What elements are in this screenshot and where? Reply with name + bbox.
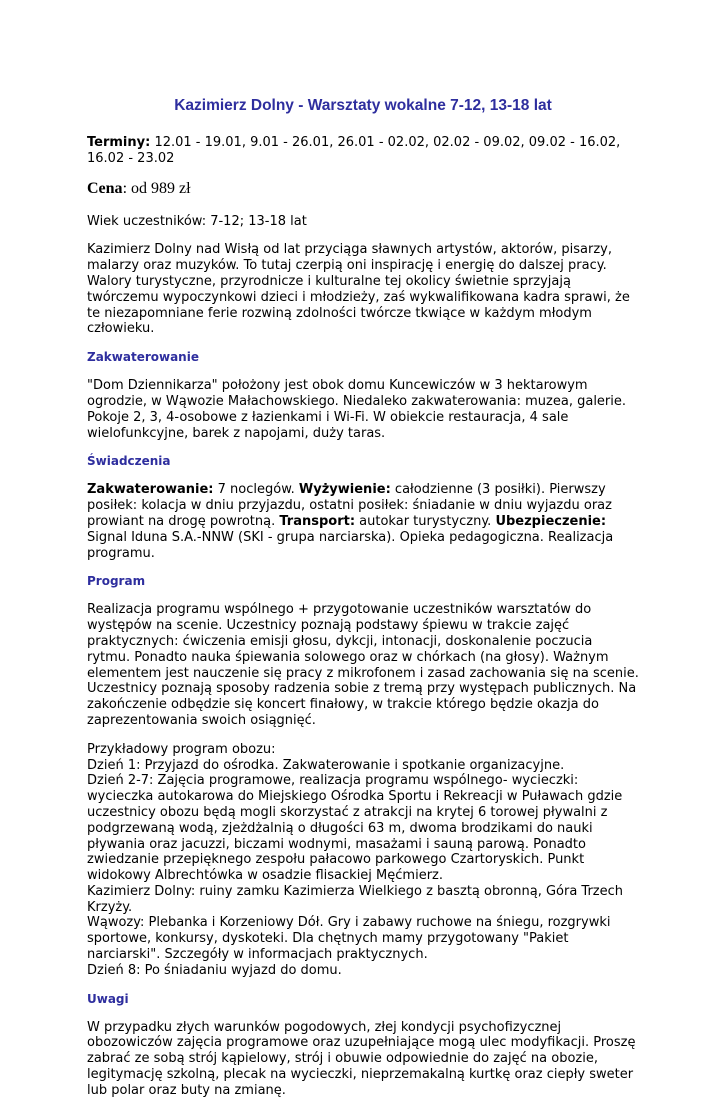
accommodation-paragraph: "Dom Dziennikarza" położony jest obok domu Kuncewiczów w 3 hektarowym ogrodzie, w Wąwozie Małachowskiego. Niedaleko zakwaterowania: muzea, galerie. Pokoje 2, 3, 4-osobowe z łazienkami i Wi-Fi. W obiekcie restauracja, 4 sale wielofunkcyjne, barek z napojami, duży taras. <box>87 378 627 441</box>
services-transport-label: Transport: <box>279 513 356 529</box>
price-value: : od 989 zł <box>122 179 191 197</box>
program-days-2-7: Dzień 2-7: Zajęcia programowe, realizacja programu wspólnego- wycieczki: wycieczka autokarowa do Miejskiego Ośrodka Sportu i Rekreacji w Puławach gdzie uczestnicy obozu będą mogli skorzystać z atrakcji na krytej 6 torowej pływalni z podgrzewaną wodą, zjeżdżalnią o długości 63 m, dwoma brodzikami do nauki pływania oraz jacuzzi, biczami wodnymi, masażami i sauną parową. Ponadto zwiedzanie przepięknego zespołu pałacowo parkowego Czartoryskich. Punkt widokowy Albrechtówka w osadzie flisackiej Męćmierz. <box>87 773 623 884</box>
program-kazimierz: Kazimierz Dolny: ruiny zamku Kazimierza Wielkiego z basztą obronną, Góra Trzech Krzyży. <box>87 883 624 915</box>
services-paragraph <box>87 482 639 561</box>
services-accommodation-text: 7 noclegów. <box>213 482 299 498</box>
terms-paragraph <box>87 135 639 167</box>
program-heading: Program <box>87 574 146 589</box>
services-insurance-label: Ubezpieczenie: <box>495 513 607 529</box>
services-insurance-text: Signal Iduna S.A.-NNW (SKI - grupa narciarska). Opieka pedagogiczna. Realizacja programu. <box>87 529 614 561</box>
services-heading: Świadczenia <box>87 454 171 469</box>
price-label: Cena <box>87 179 123 197</box>
page-title: Kazimierz Dolny - Warsztaty wokalne 7-12, 13-18 lat <box>174 97 552 114</box>
services-transport-text: autokar turystyczny. <box>355 513 496 529</box>
services-food-label: Wyżywienie: <box>298 482 391 498</box>
price-paragraph <box>87 179 639 199</box>
services-food-text: całodzienne (3 posiłki). Pierwszy posiłek: kolacja w dniu przyjazdu, ostatni posiłek: śniadanie w dniu wyjazdu oraz prowiant na drogę powrotną. <box>87 482 612 529</box>
notes-heading: Uwagi <box>87 991 129 1006</box>
program-wawozy: Wąwozy: Plebanka i Korzeniowy Dół. Gry i zabawy ruchowe na śniegu, rozgrywki sportowe, konkursy, dyskoteki. Dla chętnych mamy przygotowany "Pakiet narciarski". Szczegóły w informacjach praktycznych. <box>87 915 611 963</box>
intro-paragraph: Kazimierz Dolny nad Wisłą od lat przyciąga sławnych artystów, aktorów, pisarzy, malarzy oraz muzyków. To tutaj czerpią oni inspirację i energię do dalszej pracy. Walory turystyczne, przyrodnicze i kulturalne tej okolicy świetnie sprzyjają twórczemu wypoczynkowi dzieci i młodzieży, zaś wykwalifikowana kadra sprawi, że te niezapomniane ferie rozwiną zdolności twórcze tkwiące w każdym młodym człowieku. <box>87 242 630 337</box>
document-content <box>87 96 639 1112</box>
terms-value: 12.01 - 19.01, 9.01 - 26.01, 26.01 - 02.02, 02.02 - 09.02, 09.02 - 16.02, 16.02 - 23.02 <box>87 135 621 166</box>
terms-label: Terminy: <box>87 135 151 150</box>
accommodation-heading: Zakwaterowanie <box>87 350 199 365</box>
sample-program-heading: Przykładowy program obozu: <box>87 741 276 757</box>
age-paragraph: Wiek uczestników: 7-12; 13-18 lat <box>87 213 307 229</box>
services-accommodation-label: Zakwaterowanie: <box>87 482 214 498</box>
notes-paragraph: W przypadku złych warunków pogodowych, złej kondycji psychofizycznej obozowiczów zajęcia programowe oraz uzupełniające mogą ulec modyfikacji. Proszę zabrać ze sobą strój kąpielowy, strój i obuwie odpowiednie do zajęć na obozie, legitymację szkolną, plecak na wycieczki, nieprzemakalną kurtkę oraz ciepły sweter lub polar oraz buty na zmianę. <box>87 1019 636 1098</box>
sample-program <box>87 742 639 979</box>
program-paragraph: Realizacja programu wspólnego + przygotowanie uczestników warsztatów do występów na scenie. Uczestnicy poznają podstawy śpiewu w trakcie zajęć praktycznych: ćwiczenia emisji głosu, dykcji, intonacji, doskonalenie poczucia rytmu. Ponadto nauka śpiewania solowego oraz w chórkach (na głosy). Ważnym elementem jest nauczenie się pracy z mikrofonem i zasad zachowania się na scenie. Uczestnicy poznają sposoby radzenia sobie z tremą przy występach publicznych. Na zakończenie odbędzie się koncert finałowy, w trakcie którego będzie okazja do zaprezentowania swoich osiągnięć. <box>87 602 639 728</box>
program-day-8: Dzień 8: Po śniadaniu wyjazd do domu. <box>87 962 342 978</box>
program-day-1: Dzień 1: Przyjazd do ośrodka. Zakwaterowanie i spotkanie organizacyjne. <box>87 757 565 773</box>
